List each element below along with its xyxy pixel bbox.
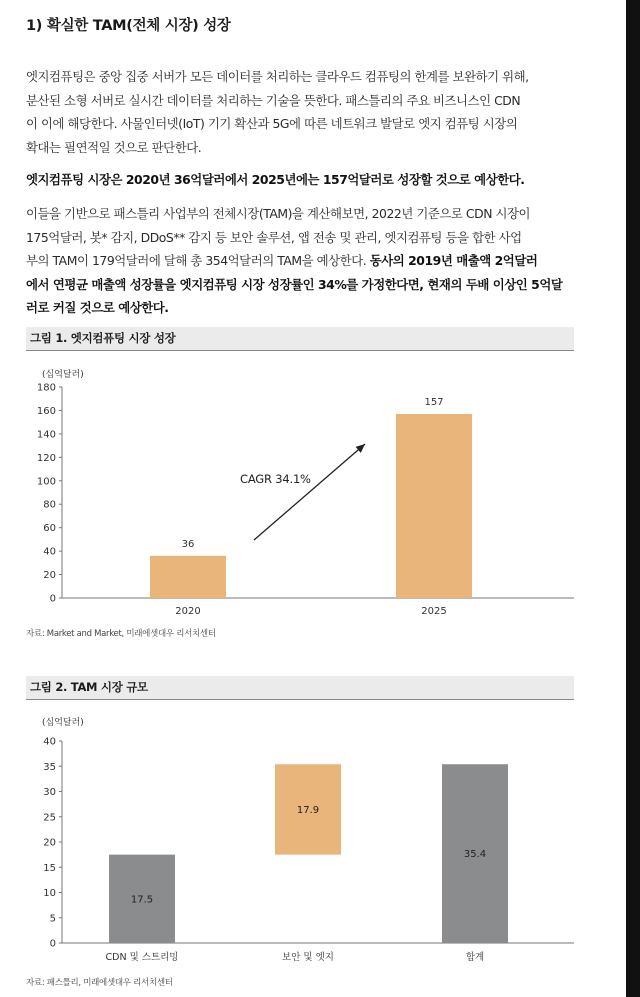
chart1-bar: [150, 556, 226, 598]
section-title: 1) 확실한 TAM(전체 시장) 성장: [26, 18, 231, 34]
tam-paragraph: [26, 202, 578, 320]
chart2-y-tick-label: 40: [43, 736, 56, 748]
tam-size-chart: [26, 708, 578, 968]
figure1-title: 그림 1. 엣지컴퓨팅 시장 성장: [26, 327, 574, 350]
chart1-y-tick-label: 0: [49, 593, 56, 605]
chart1-bars: [150, 397, 472, 617]
chart2-y-tick-label: 10: [43, 888, 56, 899]
chart2-y-tick-label: 5: [49, 913, 56, 925]
tam-line: [26, 249, 578, 273]
chart1-bar-label: 157: [424, 396, 444, 408]
chart1-bar-label: 36: [181, 538, 195, 550]
chart2-y-tick-label: 15: [43, 862, 56, 874]
chart1-y-tick-label: 100: [36, 476, 56, 488]
tam-line-bold: 동사의 2019년 매출액 2억달러: [369, 253, 538, 268]
intro-line: 분산된 소형 서버로 실시간 데이터를 처리하는 기술을 뜻한다. 패스틀리의 주요 비즈니스인 CDN: [26, 92, 521, 108]
chart1-y-tick-label: 120: [36, 452, 56, 464]
chart1-y-tick-label: 140: [36, 429, 56, 441]
chart2-y-tick-label: 35: [43, 761, 56, 773]
edge-market-chart: [26, 360, 578, 620]
intro-line: 확대는 필연적일 것으로 판단한다.: [26, 139, 202, 155]
chart1-y-tick-label: 180: [36, 382, 56, 394]
chart1-x-tick-label: 2020: [175, 606, 201, 617]
chart2-ylabel: (십억달러): [42, 718, 84, 728]
intro-paragraph: [26, 65, 578, 159]
figure2-title: 그림 2. TAM 시장 규모: [26, 676, 574, 699]
chart2-x-tick-label: 합계: [465, 952, 485, 963]
cagr-arrow-line: [254, 444, 365, 540]
chart1-x-tick-label: 2025: [421, 606, 447, 617]
chart2-y-tick-label: 20: [43, 837, 56, 849]
chart1-ylabel: (십억달러): [42, 370, 84, 380]
chart2-x-tick-label: CDN 및 스트리밍: [105, 952, 179, 963]
tam-line: 175억달러, 봇* 감지, DDoS** 감지 등 보안 솔루션, 앱 전송 및 관리, 엣지컴퓨팅 등을 합한 사업: [26, 229, 522, 245]
chart1-y-tick-label: 60: [43, 523, 56, 535]
intro-line: 이 이에 해당한다. 사물인터넷(IoT) 기기 확산과 5G에 따른 네트워크 발달로 엣지 컴퓨팅 시장의: [26, 116, 518, 131]
figure1-source: 자료: Market and Market, 미래에셋대우 리서치센터: [26, 629, 216, 639]
chart1-y-tick-label: 40: [43, 546, 56, 558]
tam-line-plain: 부의 TAM이 179억달러에 달해 총 354억달러의 TAM을 예상한다.: [26, 253, 370, 268]
chart1-y-tick-label: 160: [36, 405, 56, 417]
cagr-arrow: [254, 444, 365, 540]
chart2-bar-label: 17.9: [296, 804, 320, 816]
chart1-bar: [396, 414, 472, 598]
highlight-paragraph: 엣지컴퓨팅 시장은 2020년 36억달러에서 2025년에는 157억달러로 성장할 것으로 예상한다.: [26, 172, 525, 187]
chart1-y-tick-label: 20: [43, 570, 56, 582]
chart2-y-tick-label: 30: [43, 787, 56, 798]
chart2-y-tick-label: 25: [43, 812, 56, 824]
chart2-bar-label: 35.4: [463, 849, 487, 861]
tam-line: 이들을 기반으로 패스틀리 사업부의 전체시장(TAM)을 계산해보면, 2022년 기준으로 CDN 시장이: [26, 206, 531, 221]
chart2-y-tick-label: 0: [49, 938, 56, 950]
chart1-y-tick-label: 80: [43, 499, 56, 511]
tam-line-bold-full: 에서 연평균 매출액 성장률을 엣지컴퓨팅 시장 성장률인 34%를 가정한다면, 현재의 두배 이상인 5억달: [26, 276, 563, 292]
right-edge-bar: [626, 0, 640, 997]
figure2-source: 자료: 패스틀리, 미래에셋대우 리서치센터: [26, 978, 173, 988]
chart2-bar-label: 17.5: [130, 894, 154, 906]
chart1-axes: [37, 383, 574, 605]
intro-line: 엣지컴퓨팅은 중앙 집중 서버가 모든 데이터를 처리하는 클라우드 컴퓨팅의 한계를 보완하기 위해,: [26, 69, 529, 84]
cagr-annotation: CAGR 34.1%: [240, 472, 311, 486]
chart2-bars: [106, 764, 508, 963]
chart2-x-tick-label: 보안 및 엣지: [282, 952, 334, 963]
tam-line-bold-end: 러로 커질 것으로 예상한다.: [26, 300, 169, 315]
